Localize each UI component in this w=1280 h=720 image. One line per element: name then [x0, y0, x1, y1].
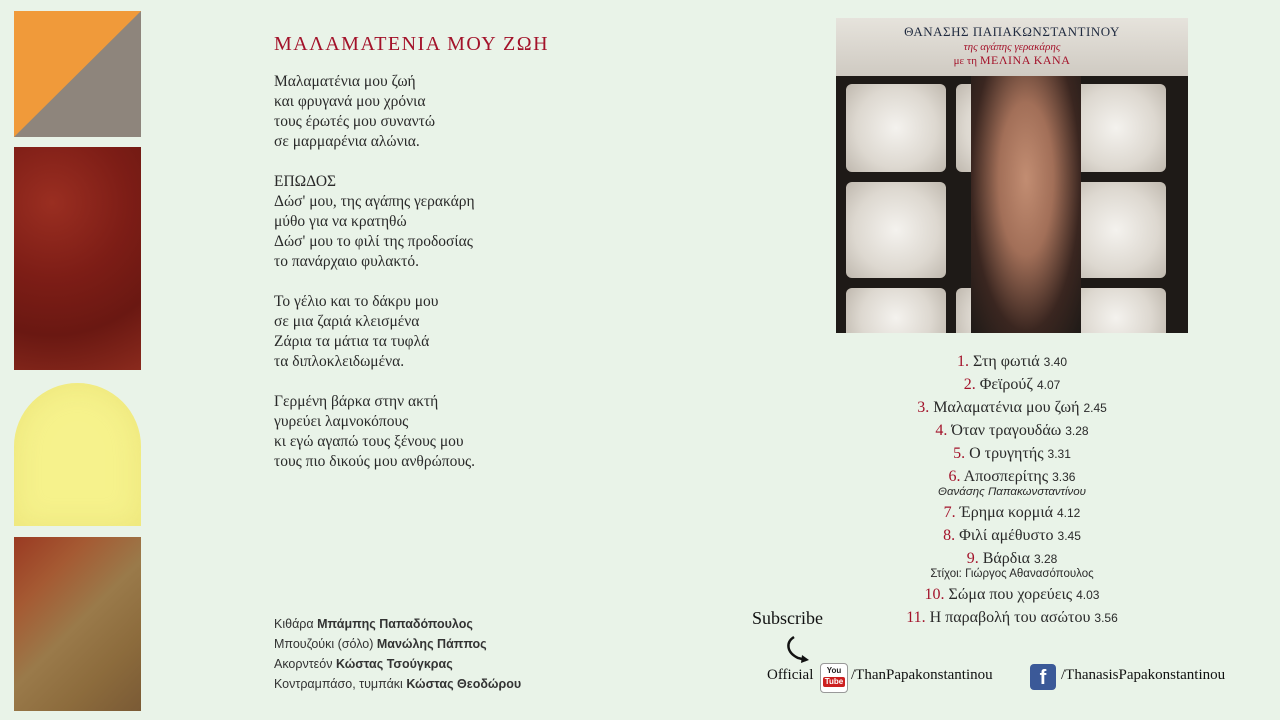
lyric-line: Δώσ' μου το φιλί της προδοσίας — [274, 233, 473, 250]
cover-portrait — [971, 76, 1081, 333]
credit-row — [274, 634, 521, 654]
track-item — [836, 524, 1188, 547]
stanza — [274, 72, 694, 152]
track-duration: 3.56 — [1094, 611, 1118, 625]
facebook-page-link[interactable]: /ThanasisPapakonstantinou — [1061, 667, 1226, 683]
track-item — [836, 419, 1188, 442]
lyric-line: σε μια ζαριά κλεισμένα — [274, 313, 420, 330]
track-list — [836, 350, 1188, 629]
window-pane — [846, 288, 946, 333]
subscribe-label[interactable]: Subscribe — [752, 608, 823, 628]
track-duration: 2.45 — [1083, 401, 1107, 415]
facebook-icon[interactable]: f — [1030, 664, 1056, 690]
cover-header — [836, 18, 1188, 76]
musician-credits — [274, 614, 521, 694]
lyric-line: τους πιο δικούς μου ανθρώπους. — [274, 453, 476, 470]
cover-featuring — [836, 53, 1188, 68]
youtube-channel-link[interactable]: /ThanPapakonstantinou — [851, 667, 993, 683]
track-duration: 3.40 — [1043, 355, 1068, 369]
window-pane — [1066, 182, 1166, 278]
track-number: 6. — [948, 468, 961, 485]
track-number: 3. — [917, 399, 930, 416]
track-duration: 3.45 — [1057, 529, 1081, 543]
lyric-line: Ζάρια τα μάτια τα τυφλά — [274, 333, 430, 350]
art-panel-brown — [14, 537, 141, 711]
track-item — [836, 442, 1188, 465]
credit-role: Μπουζούκι (σόλο) — [274, 637, 374, 651]
album-cover — [836, 18, 1188, 333]
lyric-line: και φρυγανά μου χρόνια — [274, 93, 426, 110]
track-number: 4. — [935, 422, 948, 439]
track-item — [836, 373, 1188, 396]
track-title: Αποσπερίτης — [963, 468, 1049, 485]
window-pane — [846, 182, 946, 278]
art-panel-triangles — [14, 11, 141, 137]
lyric-line: τους έρωτές μου συναντώ — [274, 113, 436, 130]
youtube-icon-you: You — [826, 666, 842, 675]
track-item — [836, 583, 1188, 606]
track-credit-note: Θανάσης Παπακωνσταντίνου — [938, 486, 1086, 498]
credit-row — [274, 614, 521, 634]
lyric-line: Μαλαματένια μου ζωή — [274, 73, 416, 90]
cover-feat-name: ΜΕΛΙΝΑ ΚΑΝΑ — [979, 53, 1071, 67]
lyric-line: Γερμένη βάρκα στην ακτή — [274, 393, 439, 410]
cover-feat-prefix: με τη — [953, 55, 978, 67]
lyric-line: Το γέλιο και το δάκρυ μου — [274, 293, 439, 310]
track-title: Όταν τραγουδάω — [951, 422, 1062, 439]
track-number: 1. — [956, 353, 969, 370]
track-number: 11. — [906, 609, 926, 626]
official-label: Official — [767, 667, 814, 683]
track-item — [836, 501, 1188, 524]
youtube-icon[interactable] — [820, 663, 848, 693]
track-duration: 3.28 — [1033, 552, 1058, 566]
track-title: Έρημα κορμιά — [959, 504, 1053, 521]
art-panel-red — [14, 147, 141, 370]
art-panel-yellow — [14, 383, 141, 526]
track-duration: 3.31 — [1047, 447, 1071, 461]
track-duration: 4.07 — [1036, 378, 1061, 392]
track-title: Μαλαματένια μου ζωή — [933, 399, 1080, 416]
credit-row — [274, 674, 521, 694]
lyrics-block — [274, 33, 694, 492]
orange-triangle — [14, 11, 141, 137]
window-pane — [1066, 84, 1166, 172]
track-number: 5. — [953, 445, 966, 462]
stanza — [274, 172, 694, 272]
credit-musician: Μπάμπης Παπαδόπουλος — [317, 617, 473, 631]
track-item — [836, 396, 1188, 419]
stanza — [274, 392, 694, 472]
credit-role: Κοντραμπάσο, τυμπάκι — [274, 677, 403, 691]
track-number: 10. — [924, 586, 945, 603]
track-duration: 3.36 — [1052, 470, 1076, 484]
track-title: Σώμα που χορεύεις — [948, 586, 1073, 603]
stanza — [274, 292, 694, 372]
track-title: Ο τρυγητής — [969, 445, 1044, 462]
track-title: Στη φωτιά — [972, 353, 1040, 370]
track-title: Φεϊρούζ — [979, 376, 1033, 393]
track-title: Βάρδια — [982, 550, 1030, 567]
track-credit-note: Στίχοι: Γιώργος Αθανασόπουλος — [930, 568, 1094, 580]
lyric-line: γυρεύει λαμνοκόπους — [274, 413, 409, 430]
window-pane — [1066, 288, 1166, 333]
track-duration: 4.12 — [1057, 506, 1081, 520]
credit-role: Κιθάρα — [274, 617, 314, 631]
song-title: ΜΑΛΑΜΑΤΕΝΙΑ ΜΟΥ ΖΩΗ — [274, 33, 550, 55]
track-number: 2. — [963, 376, 976, 393]
credit-musician: Κώστας Τσούγκρας — [335, 657, 453, 671]
window-pane — [846, 84, 946, 172]
track-duration: 4.03 — [1076, 588, 1100, 602]
credit-musician: Κώστας Θεοδώρου — [406, 677, 522, 691]
track-number: 9. — [966, 550, 979, 567]
cover-artist: ΘΑΝΑΣΗΣ ΠΑΠΑΚΩΝΣΤΑΝΤΙΝΟΥ — [904, 24, 1120, 39]
lyric-line: το πανάρχαιο φυλακτό. — [274, 253, 420, 270]
track-item — [836, 606, 1188, 629]
youtube-icon-tube: Tube — [824, 677, 844, 686]
credit-role: Ακορντεόν — [274, 657, 333, 671]
track-duration: 3.28 — [1065, 424, 1089, 438]
track-item — [836, 350, 1188, 373]
lyric-line: σε μαρμαρένια αλώνια. — [274, 133, 420, 150]
lyric-line: κι εγώ αγαπώ τους ξένους μου — [274, 433, 464, 450]
track-number: 7. — [943, 504, 956, 521]
track-title: Η παραβολή του ασώτου — [929, 609, 1091, 626]
credit-row — [274, 654, 521, 674]
credit-musician: Μανώλης Πάππος — [376, 637, 487, 651]
track-title: Φιλί αμέθυστο — [959, 527, 1054, 544]
cover-album-title: της αγάπης γερακάρης — [963, 41, 1061, 53]
lyric-line: Δώσ' μου, της αγάπης γερακάρη — [274, 193, 475, 210]
lyric-line: μύθο για να κρατηθώ — [274, 213, 407, 230]
curved-arrow-icon — [784, 634, 814, 664]
lyric-line: τα διπλοκλειδωμένα. — [274, 353, 405, 370]
lyric-line: ΕΠΩΔΟΣ — [274, 173, 337, 190]
stanza-list — [274, 72, 694, 472]
track-number: 8. — [943, 527, 956, 544]
